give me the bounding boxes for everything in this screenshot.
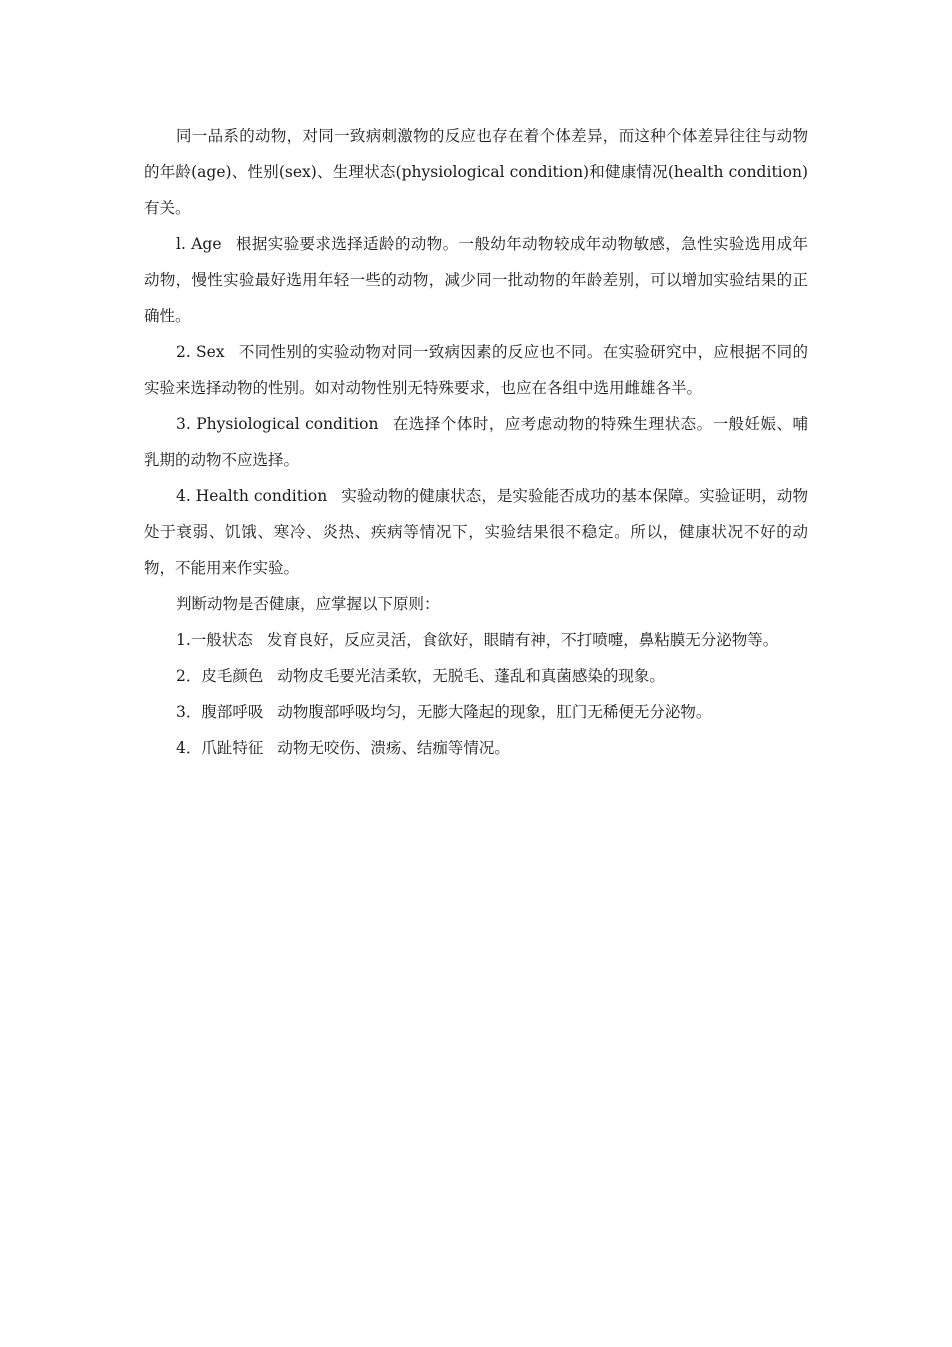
criteria-text: 动物无咬伤、溃疡、结痂等情况。 [277,739,510,757]
paragraph-text: 实验动物的健康状态，是实验能否成功的基本保障。实验证明，动物处于衰弱、饥饿、寒冷、炎热、疾病等情况下，实验结果很不稳定。所以，健康状况不好的动物，不能用来作实验。 [144,487,808,577]
physiological-paragraph [144,406,808,478]
criteria-label: 1.一般状态 [176,631,253,649]
paragraph-label: 3. Physiological condition [176,415,379,433]
paragraph-label: 2. Sex [176,343,225,361]
sex-paragraph [144,334,808,406]
criteria-text: 发育良好，反应灵活，食欲好，眼睛有神，不打喷嚏，鼻粘膜无分泌物等。 [266,631,779,649]
criteria-label: 4．爪趾特征 [176,739,264,757]
paragraph-text: 根据实验要求选择适龄的动物。一般幼年动物较成年动物敏感，急性实验选用成年动物，慢性实验最好选用年轻一些的动物，减少同一批动物的年龄差别，可以增加实验结果的正确性。 [144,235,808,325]
criteria-item [144,622,808,658]
criteria-item [144,658,808,694]
paragraph-label: l. Age [176,235,222,253]
criteria-intro [144,586,808,622]
criteria-label: 3．腹部呼吸 [176,703,264,721]
document-body [144,118,808,766]
health-paragraph [144,478,808,586]
paragraph-text: 同一品系的动物，对同一致病刺激物的反应也存在着个体差异，而这种个体差异往往与动物的年龄(age)、性别(sex)、生理状态(physiological condition)和健康情况(health condition)有关。 [144,127,808,217]
criteria-item [144,730,808,766]
criteria-text: 动物皮毛要光洁柔软，无脱毛、蓬乱和真菌感染的现象。 [277,667,665,685]
criteria-text: 动物腹部呼吸均匀，无膨大隆起的现象，肛门无稀便无分泌物。 [277,703,712,721]
intro-paragraph [144,118,808,226]
criteria-item [144,694,808,730]
paragraph-text: 在选择个体时，应考虑动物的特殊生理状态。一般妊娠、哺乳期的动物不应选择。 [144,415,808,469]
criteria-label: 2．皮毛颜色 [176,667,264,685]
paragraph-label: 4. Health condition [176,487,328,505]
age-paragraph [144,226,808,334]
paragraph-text: 不同性别的实验动物对同一致病因素的反应也不同。在实验研究中，应根据不同的实验来选择动物的性别。如对动物性别无特殊要求，也应在各组中选用雌雄各半。 [144,343,808,397]
paragraph-text: 判断动物是否健康，应掌握以下原则： [176,595,440,613]
